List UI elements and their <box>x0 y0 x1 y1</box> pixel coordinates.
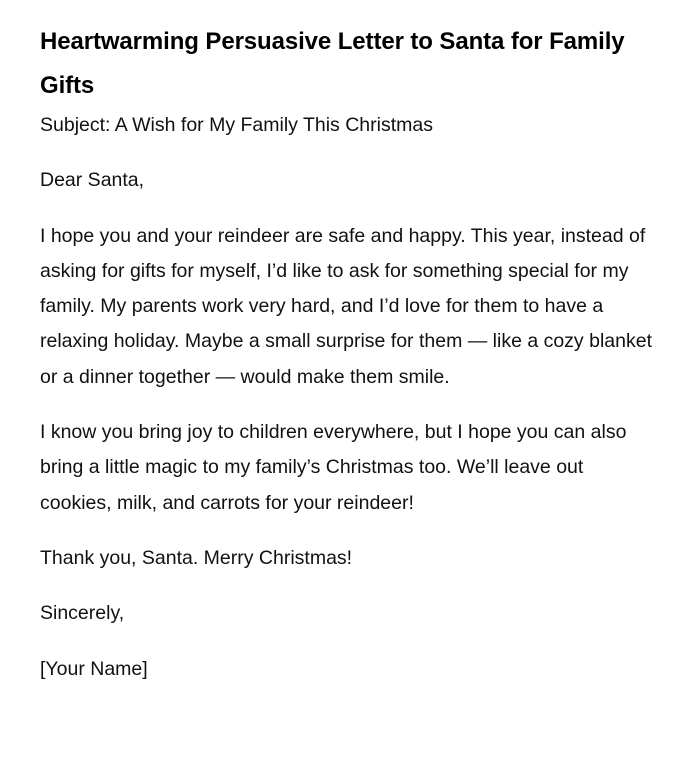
body-paragraph-2: I know you bring joy to children everywhere, but I hope you can also bring a little magic to my family’s Christmas too. We’ll leave out cookies, milk, and carrots for your reindeer! <box>40 421 627 514</box>
body-paragraph-1: I hope you and your reindeer are safe and happy. This year, instead of asking for gifts for myself, I’d like to ask for something special for my family. My parents work very hard, and I’d love for them to have a relaxing holiday. Maybe a small surprise for them — like a cozy blanket or a dinner together — would make them smile. <box>40 224 652 388</box>
signature-placeholder: [Your Name] <box>40 657 148 680</box>
body-paragraph-3: Thank you, Santa. Merry Christmas! <box>40 546 353 569</box>
document-title: Heartwarming Persuasive Letter to Santa for Family Gifts <box>40 28 625 99</box>
subject-line: Subject: A Wish for My Family This Christmas <box>40 114 433 136</box>
closing: Sincerely, <box>40 602 125 625</box>
greeting: Dear Santa, <box>40 169 145 192</box>
